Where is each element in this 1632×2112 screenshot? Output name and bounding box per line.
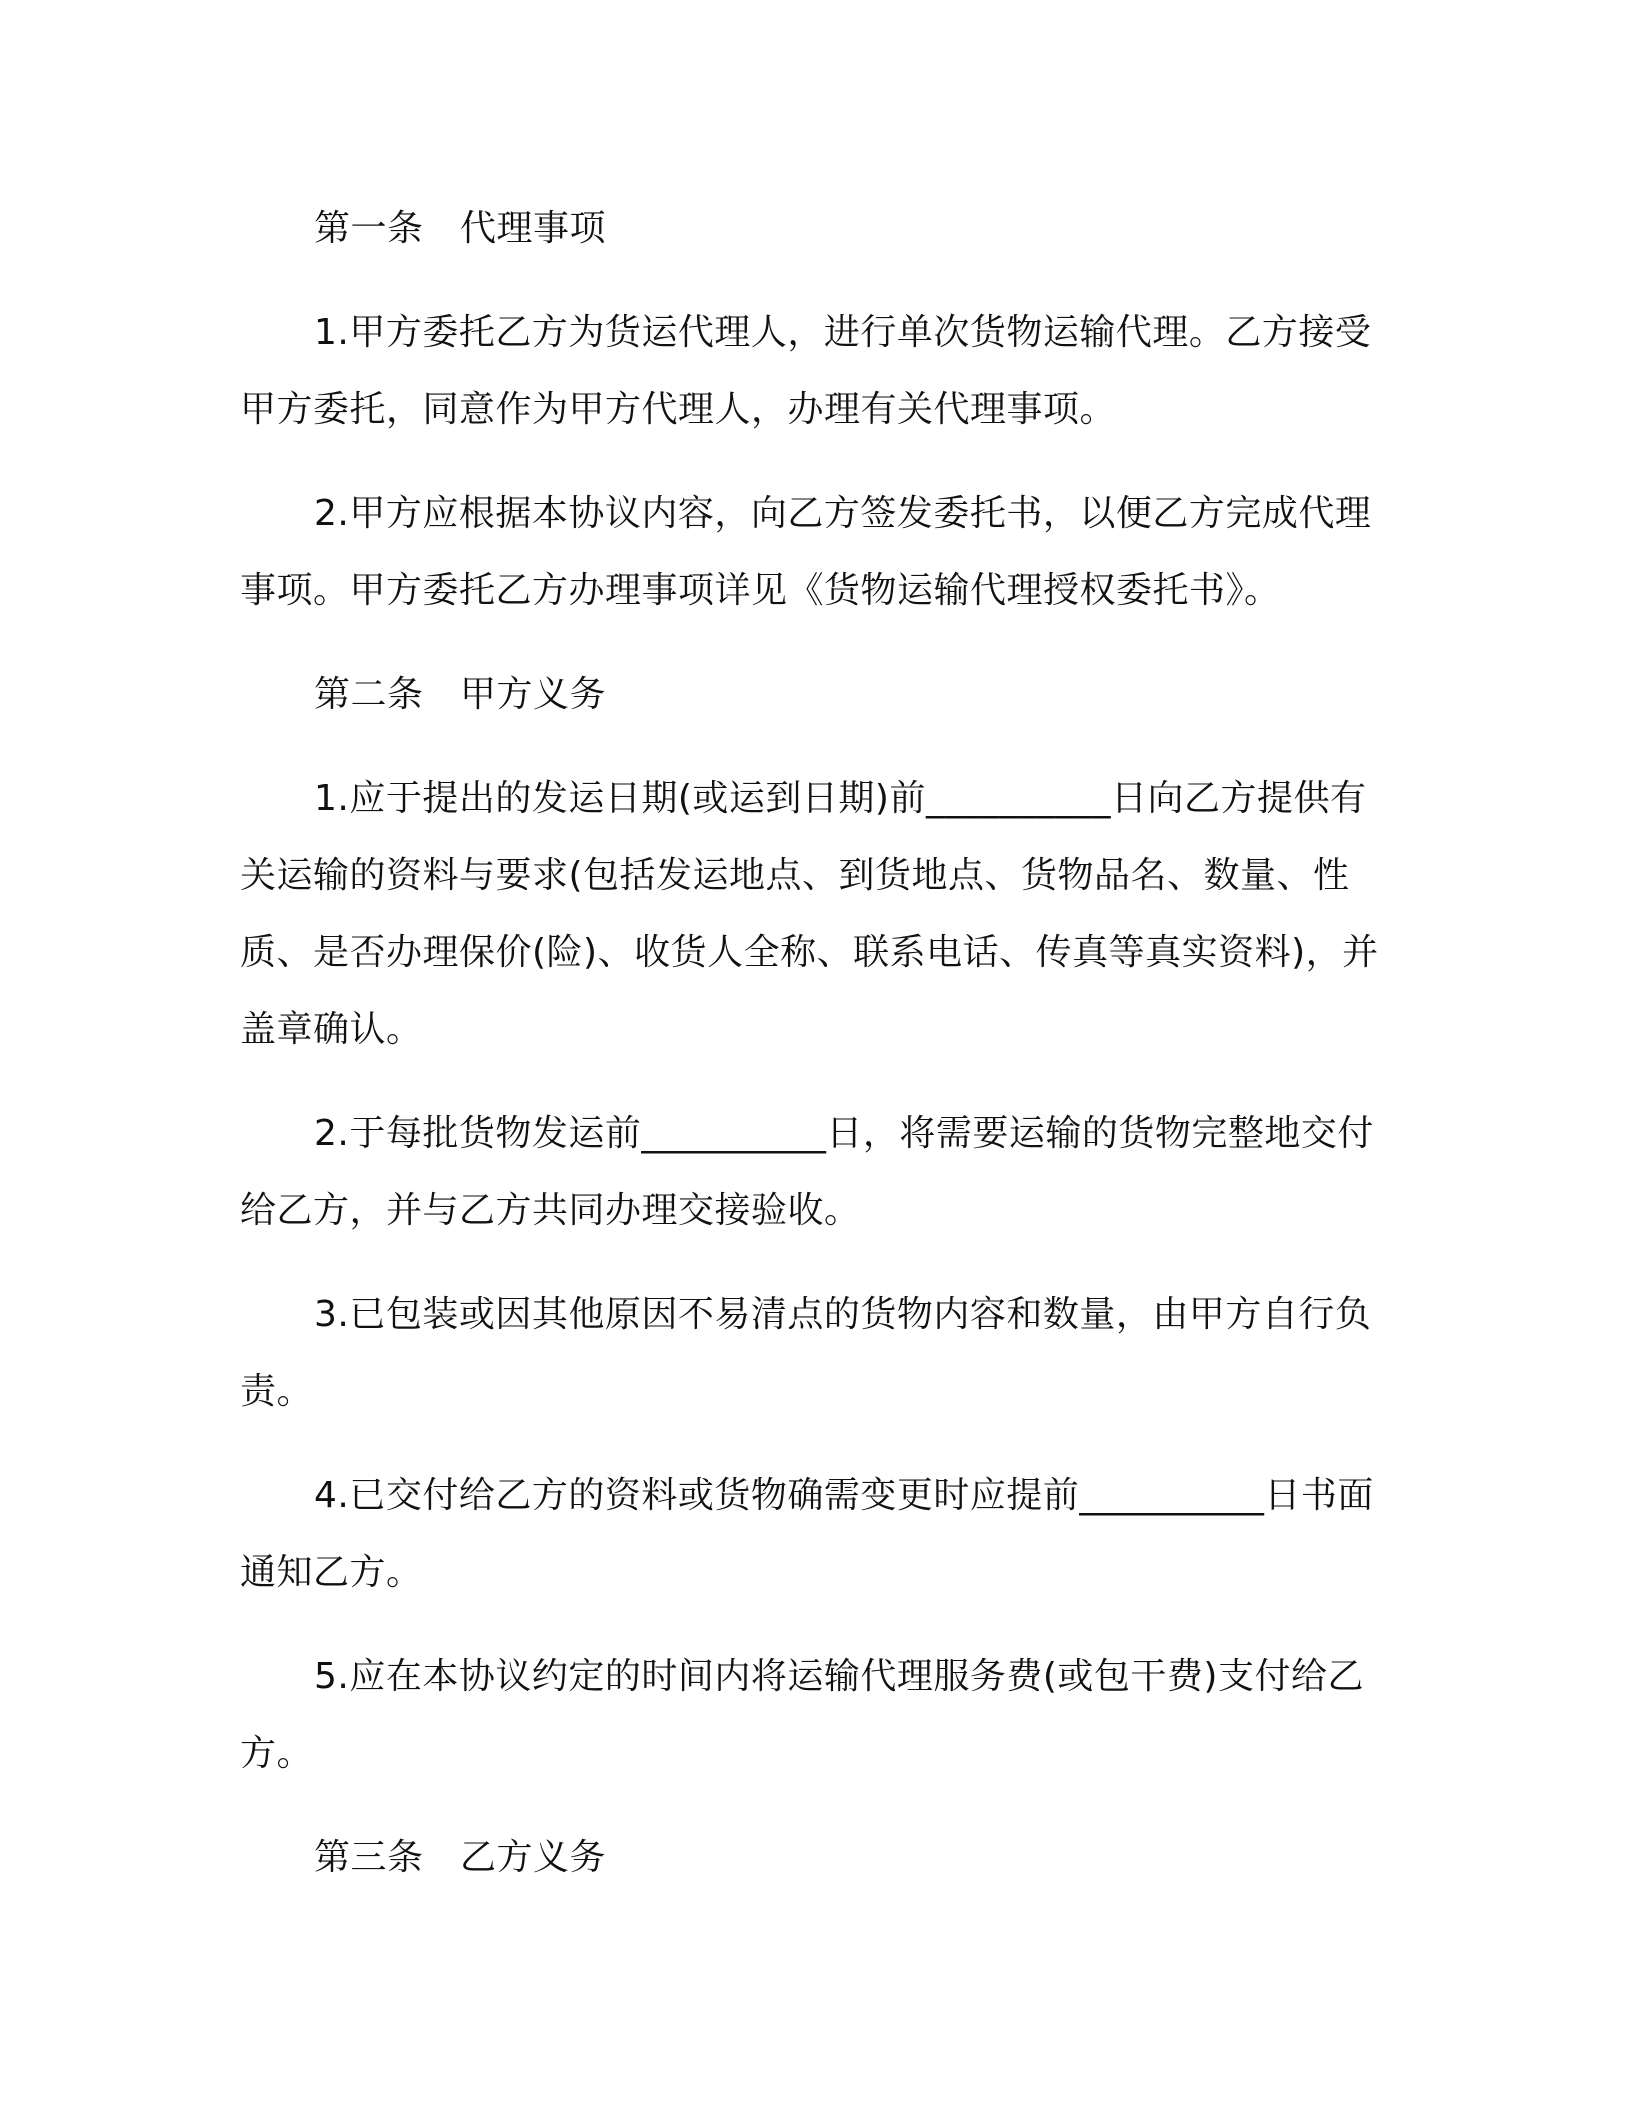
article-2-clause-5: 5.应在本协议约定的时间内将运输代理服务费(或包干费)支付给乙方。 <box>240 1656 1364 1774</box>
article-2-clause-3: 3.已包装或因其他原因不易清点的货物内容和数量，由甲方自行负责。 <box>240 1294 1372 1412</box>
article-1-clause-2: 2.甲方应根据本协议内容，向乙方签发委托书，以便乙方完成代理事项。甲方委托乙方办理事项详见《货物运输代理授权委托书》。 <box>240 493 1372 611</box>
document-body <box>240 190 1380 1896</box>
article-3-heading: 第三条 乙方义务 <box>314 1837 607 1878</box>
article-2-clause-1: 1.应于提出的发运日期(或运到日期)前__________日向乙方提供有关运输的资料与要求(包括发运地点、到货地点、货物品名、数量、性质、是否办理保价(险)、收货人全称、联系电话、传真等真实资料)，并盖章确认。 <box>240 778 1379 1050</box>
article-2-clause-2: 2.于每批货物发运前__________日，将需要运输的货物完整地交付给乙方，并与乙方共同办理交接验收。 <box>240 1113 1374 1231</box>
article-2-heading: 第二条 甲方义务 <box>314 674 607 715</box>
article-1-heading: 第一条 代理事项 <box>314 208 607 249</box>
article-2-clause-4: 4.已交付给乙方的资料或货物确需变更时应提前__________日书面通知乙方。 <box>240 1475 1374 1593</box>
article-1-clause-1: 1.甲方委托乙方为货运代理人，进行单次货物运输代理。乙方接受甲方委托，同意作为甲方代理人，办理有关代理事项。 <box>240 312 1372 430</box>
